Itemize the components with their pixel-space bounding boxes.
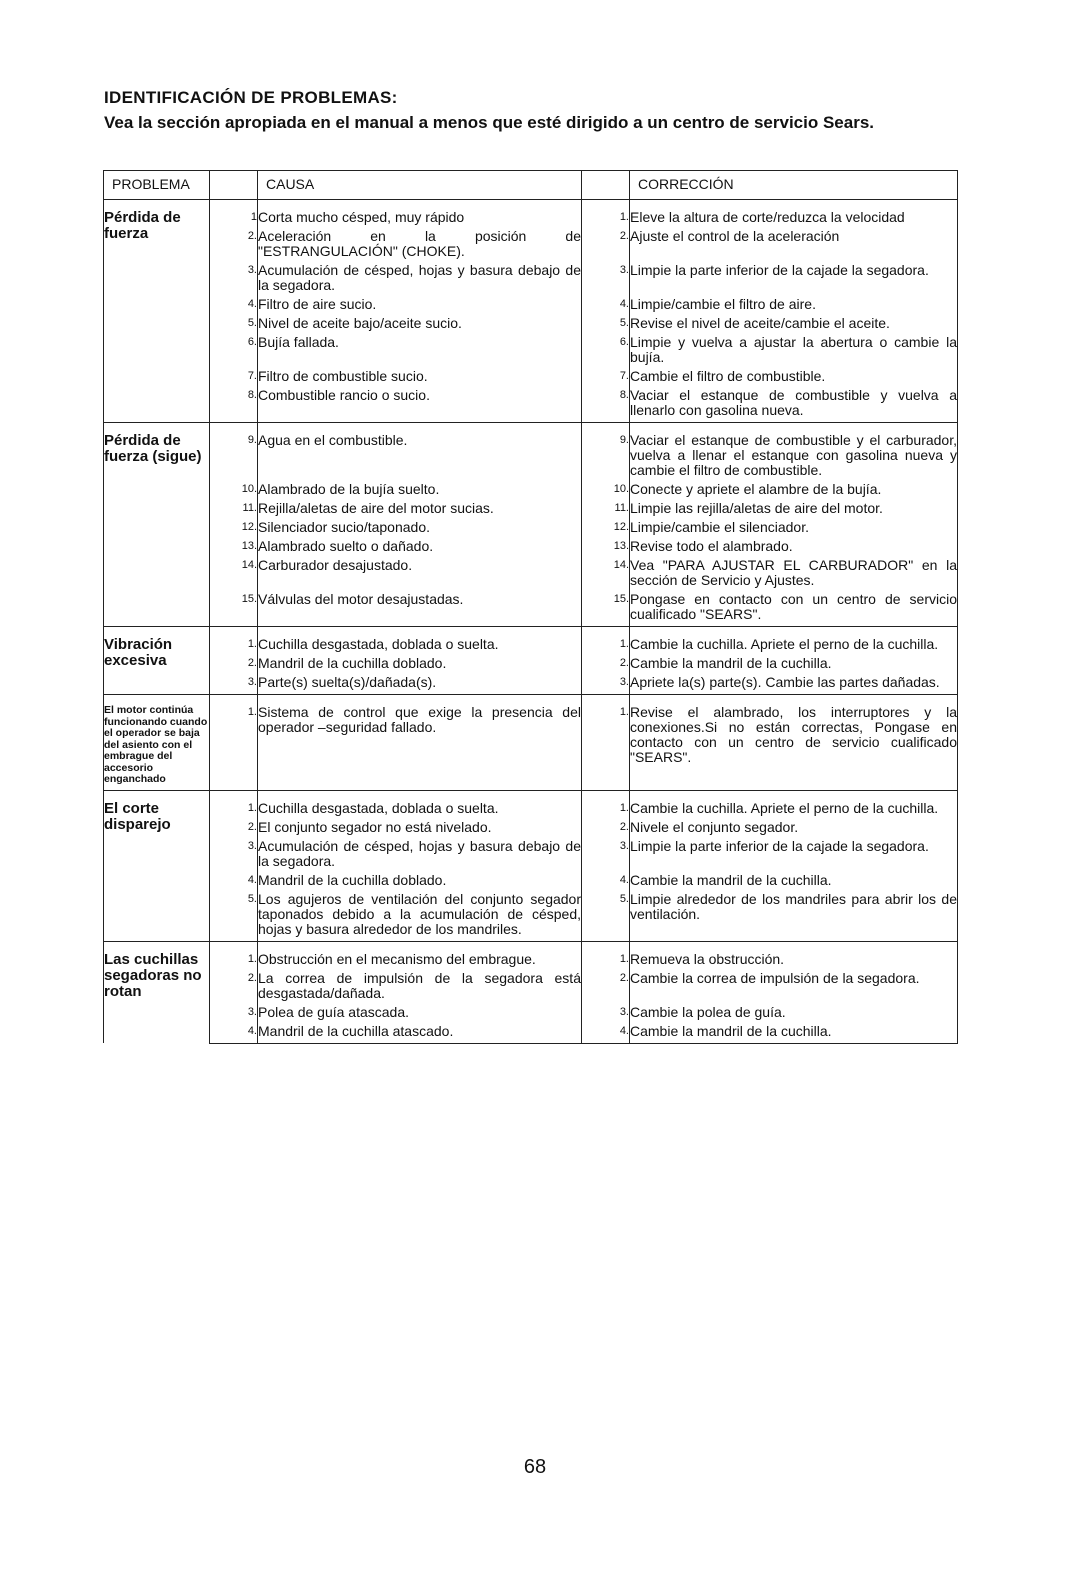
cause-number: 5. xyxy=(210,316,258,335)
table-row xyxy=(104,501,958,520)
correction-text: Limpie/cambie el silenciador. xyxy=(630,520,958,539)
cause-text: Carburador desajustado. xyxy=(258,558,582,592)
table-body xyxy=(104,200,958,1044)
cause-number: 1 xyxy=(210,200,258,230)
correction-text: Limpie la parte inferior de la cajade la segadora. xyxy=(630,263,958,297)
correction-text: Vea "PARA AJUSTAR EL CARBURADOR" en la sección de Servicio y Ajustes. xyxy=(630,558,958,592)
correction-text: Nivele el conjunto segador. xyxy=(630,820,958,839)
correction-text: Revise todo el alambrado. xyxy=(630,539,958,558)
table-row xyxy=(104,335,958,369)
correction-number: 4. xyxy=(582,297,630,316)
correction-number: 1. xyxy=(582,627,630,657)
table-row xyxy=(104,369,958,388)
table-row xyxy=(104,627,958,657)
cause-text: Rejilla/aletas de aire del motor sucias. xyxy=(258,501,582,520)
cause-text: Agua en el combustible. xyxy=(258,423,582,483)
cause-number: 13. xyxy=(210,539,258,558)
correction-text: Limpie las rejilla/aletas de aire del motor. xyxy=(630,501,958,520)
correction-number: 1. xyxy=(582,695,630,791)
page-subtitle: Vea la sección apropiada en el manual a menos que esté dirigido a un centro de servicio Sears. xyxy=(104,113,875,132)
table-row xyxy=(104,820,958,839)
cause-text: Bujía fallada. xyxy=(258,335,582,369)
cause-number: 4. xyxy=(210,1024,258,1044)
correction-number: 3. xyxy=(582,1005,630,1024)
table-row xyxy=(104,558,958,592)
cause-text: Mandril de la cuchilla doblado. xyxy=(258,656,582,675)
table-row xyxy=(104,656,958,675)
page-number: 68 xyxy=(523,1456,547,1478)
table-row xyxy=(104,1024,958,1044)
problem-cell: Pérdida de fuerza xyxy=(104,200,210,423)
cause-number: 3. xyxy=(210,1005,258,1024)
table-row xyxy=(104,839,958,873)
correction-text: Cambie la mandril de la cuchilla. xyxy=(630,1024,958,1044)
correction-number: 7. xyxy=(582,369,630,388)
page-title: IDENTIFICACIÓN DE PROBLEMAS: xyxy=(104,88,398,107)
correction-text: Ajuste el control de la aceleración xyxy=(630,229,958,263)
cause-number: 3. xyxy=(210,675,258,695)
cause-number: 2. xyxy=(210,820,258,839)
correction-number: 2. xyxy=(582,656,630,675)
cause-number: 2. xyxy=(210,971,258,1005)
cause-number: 8. xyxy=(210,388,258,423)
correction-text: Cambie la cuchilla. Apriete el perno de la cuchilla. xyxy=(630,790,958,820)
table-row xyxy=(104,941,958,971)
cause-number: 5. xyxy=(210,892,258,942)
cause-text: Mandril de la cuchilla doblado. xyxy=(258,873,582,892)
correction-text: Remueva la obstrucción. xyxy=(630,941,958,971)
table-row xyxy=(104,873,958,892)
table-row xyxy=(104,263,958,297)
table-row xyxy=(104,675,958,695)
table-row xyxy=(104,316,958,335)
cause-number: 4. xyxy=(210,297,258,316)
correction-number: 14. xyxy=(582,558,630,592)
cause-text: Cuchilla desgastada, doblada o suelta. xyxy=(258,790,582,820)
cause-number: 9. xyxy=(210,423,258,483)
table-row xyxy=(104,423,958,483)
table-row xyxy=(104,200,958,230)
table-row xyxy=(104,388,958,423)
correction-text: Limpie alrededor de los mandriles para abrir los de ventilación. xyxy=(630,892,958,942)
correction-number: 10. xyxy=(582,482,630,501)
correction-text: Conecte y apriete el alambre de la bujía. xyxy=(630,482,958,501)
header-cause: CAUSA xyxy=(258,171,582,200)
table-row xyxy=(104,971,958,1005)
cause-text: Silenciador sucio/taponado. xyxy=(258,520,582,539)
cause-text: Combustible rancio o sucio. xyxy=(258,388,582,423)
correction-text: Cambie el filtro de combustible. xyxy=(630,369,958,388)
correction-text: Cambie la polea de guía. xyxy=(630,1005,958,1024)
cause-text: El conjunto segador no está nivelado. xyxy=(258,820,582,839)
correction-text: Vaciar el estanque de combustible y vuelva a llenarlo con gasolina nueva. xyxy=(630,388,958,423)
cause-text: Alambrado suelto o dañado. xyxy=(258,539,582,558)
cause-number: 3. xyxy=(210,263,258,297)
correction-number: 2. xyxy=(582,820,630,839)
problem-cell: Vibración excesiva xyxy=(104,627,210,695)
header-num-spacer xyxy=(582,171,630,200)
cause-number: 1. xyxy=(210,627,258,657)
correction-number: 5. xyxy=(582,316,630,335)
table-row xyxy=(104,1005,958,1024)
cause-text: Los agujeros de ventilación del conjunto segador taponados debido a la acumulación de césped, hojas y basura alrededor de los mandriles. xyxy=(258,892,582,942)
correction-text: Vaciar el estanque de combustible y el carburador, vuelva a llenar el estanque con gasolina nueva y cambie el filtro de combustible. xyxy=(630,423,958,483)
correction-number: 3. xyxy=(582,839,630,873)
cause-text: Cuchilla desgastada, doblada o suelta. xyxy=(258,627,582,657)
correction-number: 8. xyxy=(582,388,630,423)
correction-number: 9. xyxy=(582,423,630,483)
cause-number: 2. xyxy=(210,229,258,263)
table-row xyxy=(104,297,958,316)
correction-text: Cambie la cuchilla. Apriete el perno de la cuchilla. xyxy=(630,627,958,657)
correction-number: 6. xyxy=(582,335,630,369)
correction-number: 1. xyxy=(582,790,630,820)
correction-text: Revise el nivel de aceite/cambie el aceite. xyxy=(630,316,958,335)
table-row xyxy=(104,790,958,820)
correction-text: Apriete la(s) parte(s). Cambie las partes dañadas. xyxy=(630,675,958,695)
correction-text: Limpie y vuelva a ajustar la abertura o cambie la bujía. xyxy=(630,335,958,369)
cause-text: Alambrado de la bujía suelto. xyxy=(258,482,582,501)
cause-number: 14. xyxy=(210,558,258,592)
cause-text: Corta mucho césped, muy rápido xyxy=(258,200,582,230)
cause-text: Válvulas del motor desajustadas. xyxy=(258,592,582,627)
cause-text: Nivel de aceite bajo/aceite sucio. xyxy=(258,316,582,335)
correction-number: 5. xyxy=(582,892,630,942)
cause-text: Filtro de aire sucio. xyxy=(258,297,582,316)
problem-cell: Pérdida de fuerza (sigue) xyxy=(104,423,210,627)
correction-text: Eleve la altura de corte/reduzca la velocidad xyxy=(630,200,958,230)
cause-number: 15. xyxy=(210,592,258,627)
cause-text: Parte(s) suelta(s)/dañada(s). xyxy=(258,675,582,695)
correction-number: 15. xyxy=(582,592,630,627)
problem-cell: Las cuchillas segadoras no rotan xyxy=(104,941,210,1043)
cause-text: Obstrucción en el mecanismo del embrague. xyxy=(258,941,582,971)
correction-text: Revise el alambrado, los interruptores y la conexiones.Si no están correctas, Pongase en contacto con un centro de servicio cualificado "SEARS". xyxy=(630,695,958,791)
cause-text: La correa de impulsión de la segadora está desgastada/dañada. xyxy=(258,971,582,1005)
table-row xyxy=(104,592,958,627)
correction-text: Cambie la correa de impulsión de la segadora. xyxy=(630,971,958,1005)
table-row xyxy=(104,520,958,539)
correction-number: 3. xyxy=(582,675,630,695)
correction-number: 3. xyxy=(582,263,630,297)
cause-number: 1. xyxy=(210,941,258,971)
correction-text: Cambie la mandril de la cuchilla. xyxy=(630,656,958,675)
cause-text: Acumulación de césped, hojas y basura debajo de la segadora. xyxy=(258,263,582,297)
correction-number: 2. xyxy=(582,971,630,1005)
cause-number: 1. xyxy=(210,790,258,820)
table-header-row xyxy=(104,171,958,200)
table-row xyxy=(104,892,958,942)
cause-text: Acumulación de césped, hojas y basura debajo de la segadora. xyxy=(258,839,582,873)
cause-number: 7. xyxy=(210,369,258,388)
cause-text: Mandril de la cuchilla atascado. xyxy=(258,1024,582,1044)
correction-number: 1. xyxy=(582,941,630,971)
header-correction: CORRECCIÓN xyxy=(630,171,958,200)
correction-number: 1. xyxy=(582,200,630,230)
correction-text: Pongase en contacto con un centro de servicio cualificado "SEARS". xyxy=(630,592,958,627)
correction-number: 11. xyxy=(582,501,630,520)
cause-number: 3. xyxy=(210,839,258,873)
cause-number: 2. xyxy=(210,656,258,675)
correction-number: 12. xyxy=(582,520,630,539)
correction-number: 2. xyxy=(582,229,630,263)
cause-number: 1. xyxy=(210,695,258,791)
cause-text: Polea de guía atascada. xyxy=(258,1005,582,1024)
header-problem: PROBLEMA xyxy=(104,171,210,200)
correction-text: Cambie la mandril de la cuchilla. xyxy=(630,873,958,892)
cause-number: 4. xyxy=(210,873,258,892)
cause-number: 11. xyxy=(210,501,258,520)
problem-cell: El motor continúa funcionando cuando el operador se baja del asiento con el embrague del accesorio enganchado xyxy=(104,695,210,791)
correction-text: Limpie la parte inferior de la cajade la segadora. xyxy=(630,839,958,873)
cause-number: 10. xyxy=(210,482,258,501)
troubleshooting-table xyxy=(103,170,958,1044)
cause-number: 12. xyxy=(210,520,258,539)
table-row xyxy=(104,539,958,558)
correction-text: Limpie/cambie el filtro de aire. xyxy=(630,297,958,316)
correction-number: 4. xyxy=(582,873,630,892)
table-row xyxy=(104,482,958,501)
cause-text: Filtro de combustible sucio. xyxy=(258,369,582,388)
correction-number: 4. xyxy=(582,1024,630,1044)
table-row xyxy=(104,229,958,263)
cause-text: Sistema de control que exige la presencia del operador –seguridad fallado. xyxy=(258,695,582,791)
correction-number: 13. xyxy=(582,539,630,558)
cause-number: 6. xyxy=(210,335,258,369)
cause-text: Aceleración en la posición de "ESTRANGULACIÓN" (CHOKE). xyxy=(258,229,582,263)
header-num-spacer xyxy=(210,171,258,200)
table-row xyxy=(104,695,958,791)
problem-cell: El corte disparejo xyxy=(104,790,210,941)
